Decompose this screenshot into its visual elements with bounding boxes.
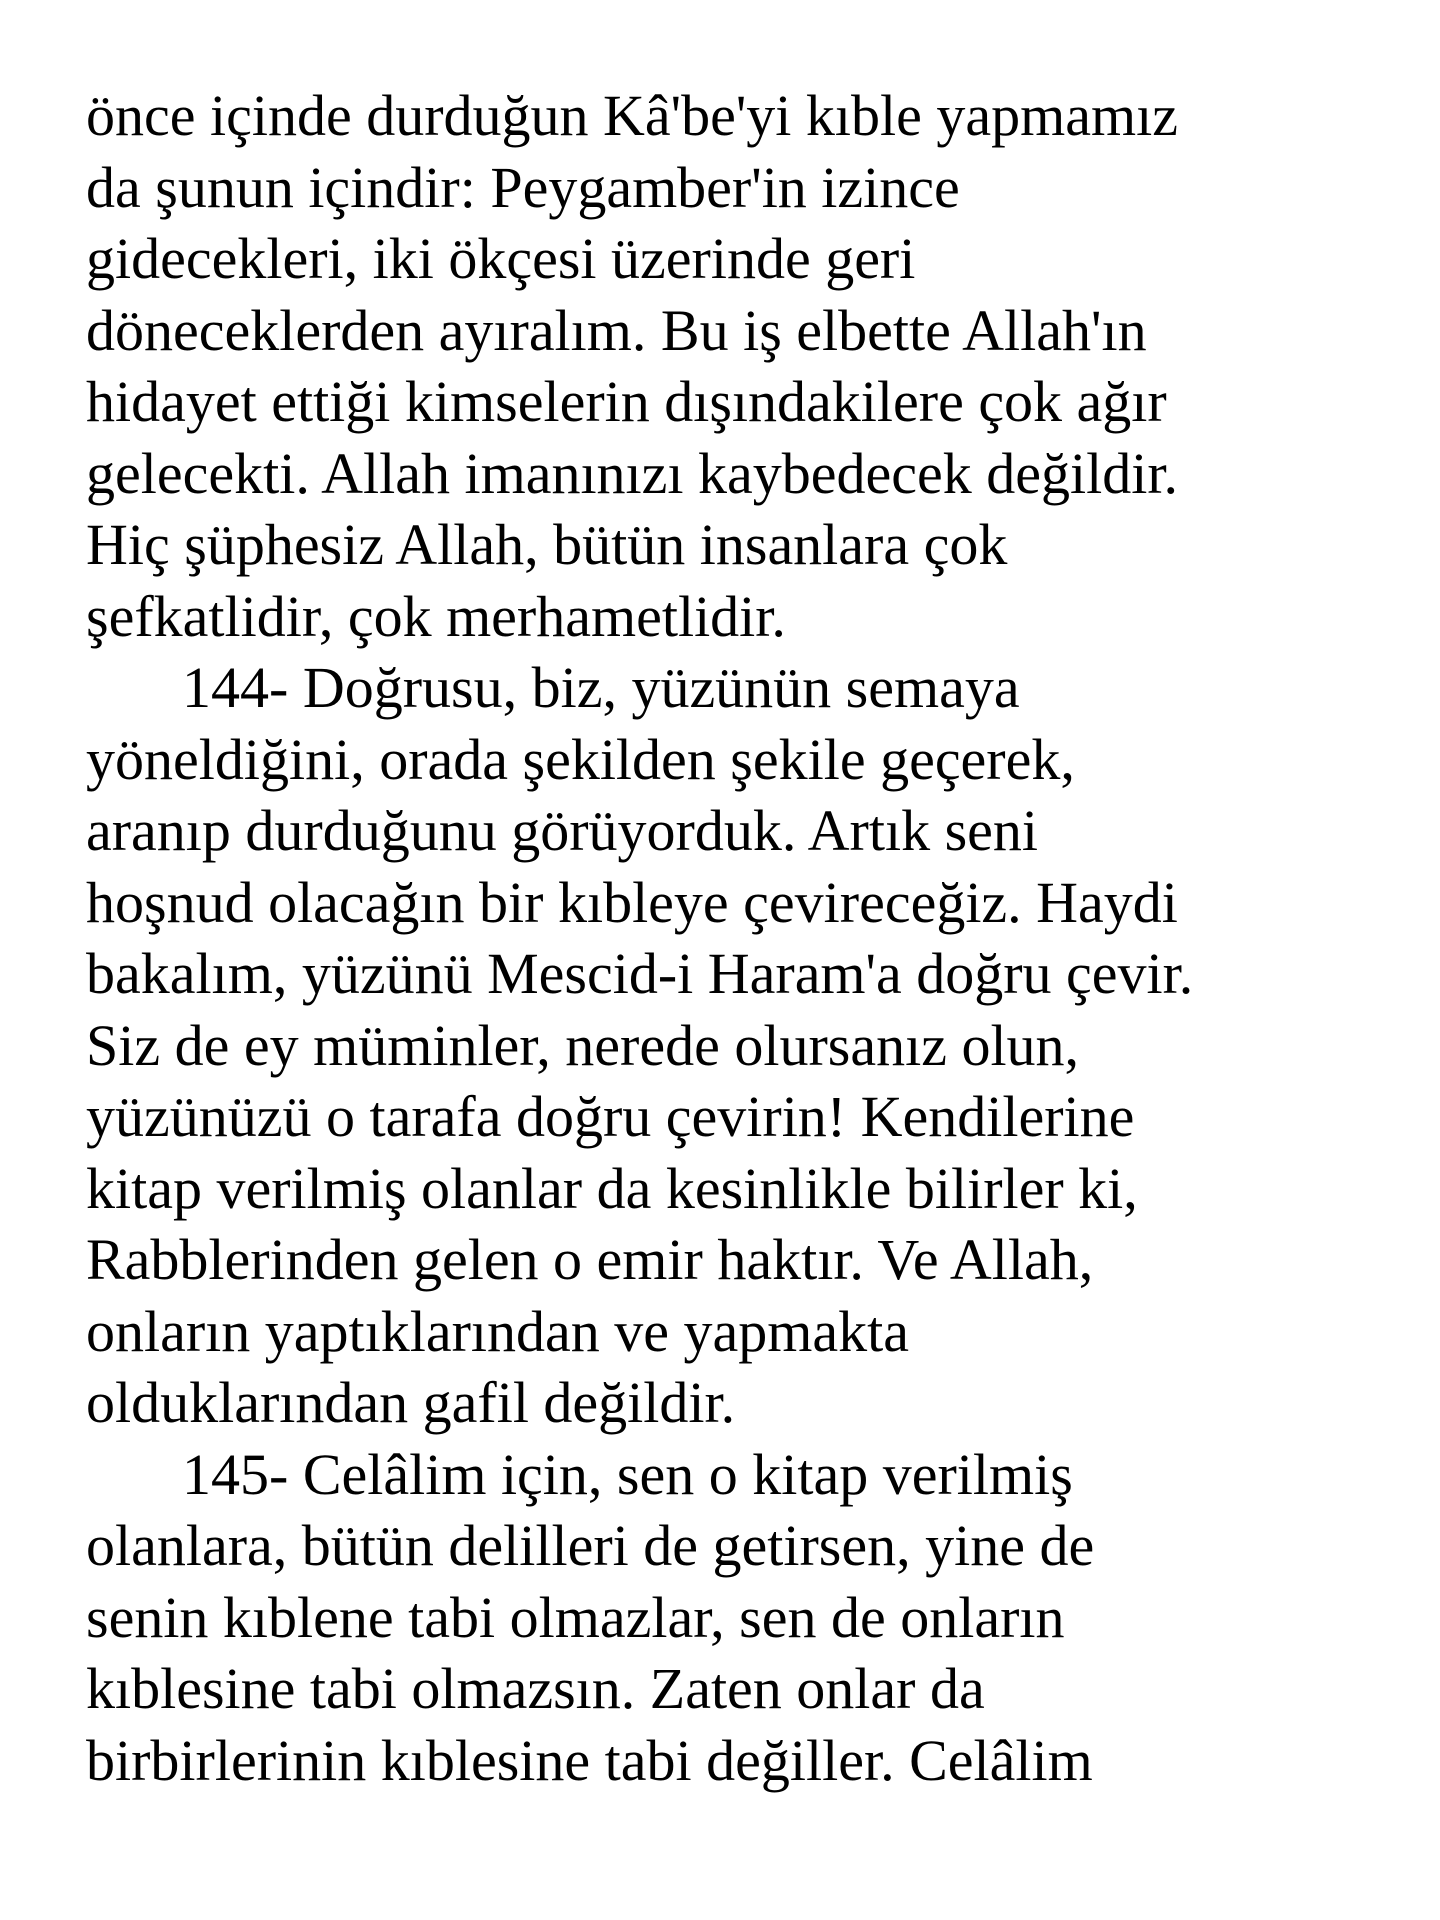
paragraph-start-line: 144- Doğrusu, biz, yüzünün semaya: [182, 655, 1020, 720]
text-line: da şunun içindir: Peygamber'in izince: [86, 154, 960, 220]
text-line: kitap verilmiş olanlar da kesinlikle bilirler ki,: [86, 1155, 1138, 1221]
text-line: yüzünüzü o tarafa doğru çevirin! Kendilerine: [86, 1084, 1135, 1149]
text-line: birbirlerinin kıblesine tabi değiller. Celâlim: [86, 1727, 1093, 1793]
text-line: bakalım, yüzünü Mescid-i Haram'a doğru çevir.: [86, 941, 1194, 1006]
text-line: Hiç şüphesiz Allah, bütün insanlara çok: [86, 512, 1008, 577]
text-line: aranıp durduğunu görüyorduk. Artık seni: [86, 798, 1039, 863]
text-line: senin kıblene tabi olmazlar, sen de onların: [86, 1584, 1065, 1650]
document-page: [86, 80, 1406, 1796]
text-line: hidayet ettiği kimselerin dışındakilere çok ağır: [86, 369, 1167, 434]
text-line: Siz de ey müminler, nerede olursanız olun,: [86, 1012, 1080, 1078]
document-body-text: [86, 80, 1406, 1796]
text-line: hoşnud olacağın bir kıbleye çevireceğiz. Haydi: [86, 869, 1178, 935]
text-line: gidecekleri, iki ökçesi üzerinde geri: [86, 226, 916, 291]
text-line: Rabblerinden gelen o emir haktır. Ve Allah,: [86, 1227, 1094, 1292]
text-line: önce içinde durduğun Kâ'be'yi kıble yapmamız: [86, 83, 1178, 148]
text-line: gelecekti. Allah imanınızı kaybedecek değildir.: [86, 440, 1178, 506]
text-line: olduklarından gafil değildir.: [86, 1370, 736, 1435]
text-line: döneceklerden ayıralım. Bu iş elbette Allah'ın: [86, 297, 1147, 363]
paragraph-start-line: 145- Celâlim için, sen o kitap verilmiş: [182, 1441, 1073, 1507]
text-line: şefkatlidir, çok merhametlidir.: [86, 583, 786, 649]
text-line: yöneldiğini, orada şekilden şekile geçerek,: [86, 726, 1075, 792]
text-line: onların yaptıklarından ve yapmakta: [86, 1298, 909, 1364]
text-line: olanlara, bütün delilleri de getirsen, yine de: [86, 1513, 1095, 1578]
text-line: kıblesine tabi olmazsın. Zaten onlar da: [86, 1656, 985, 1721]
